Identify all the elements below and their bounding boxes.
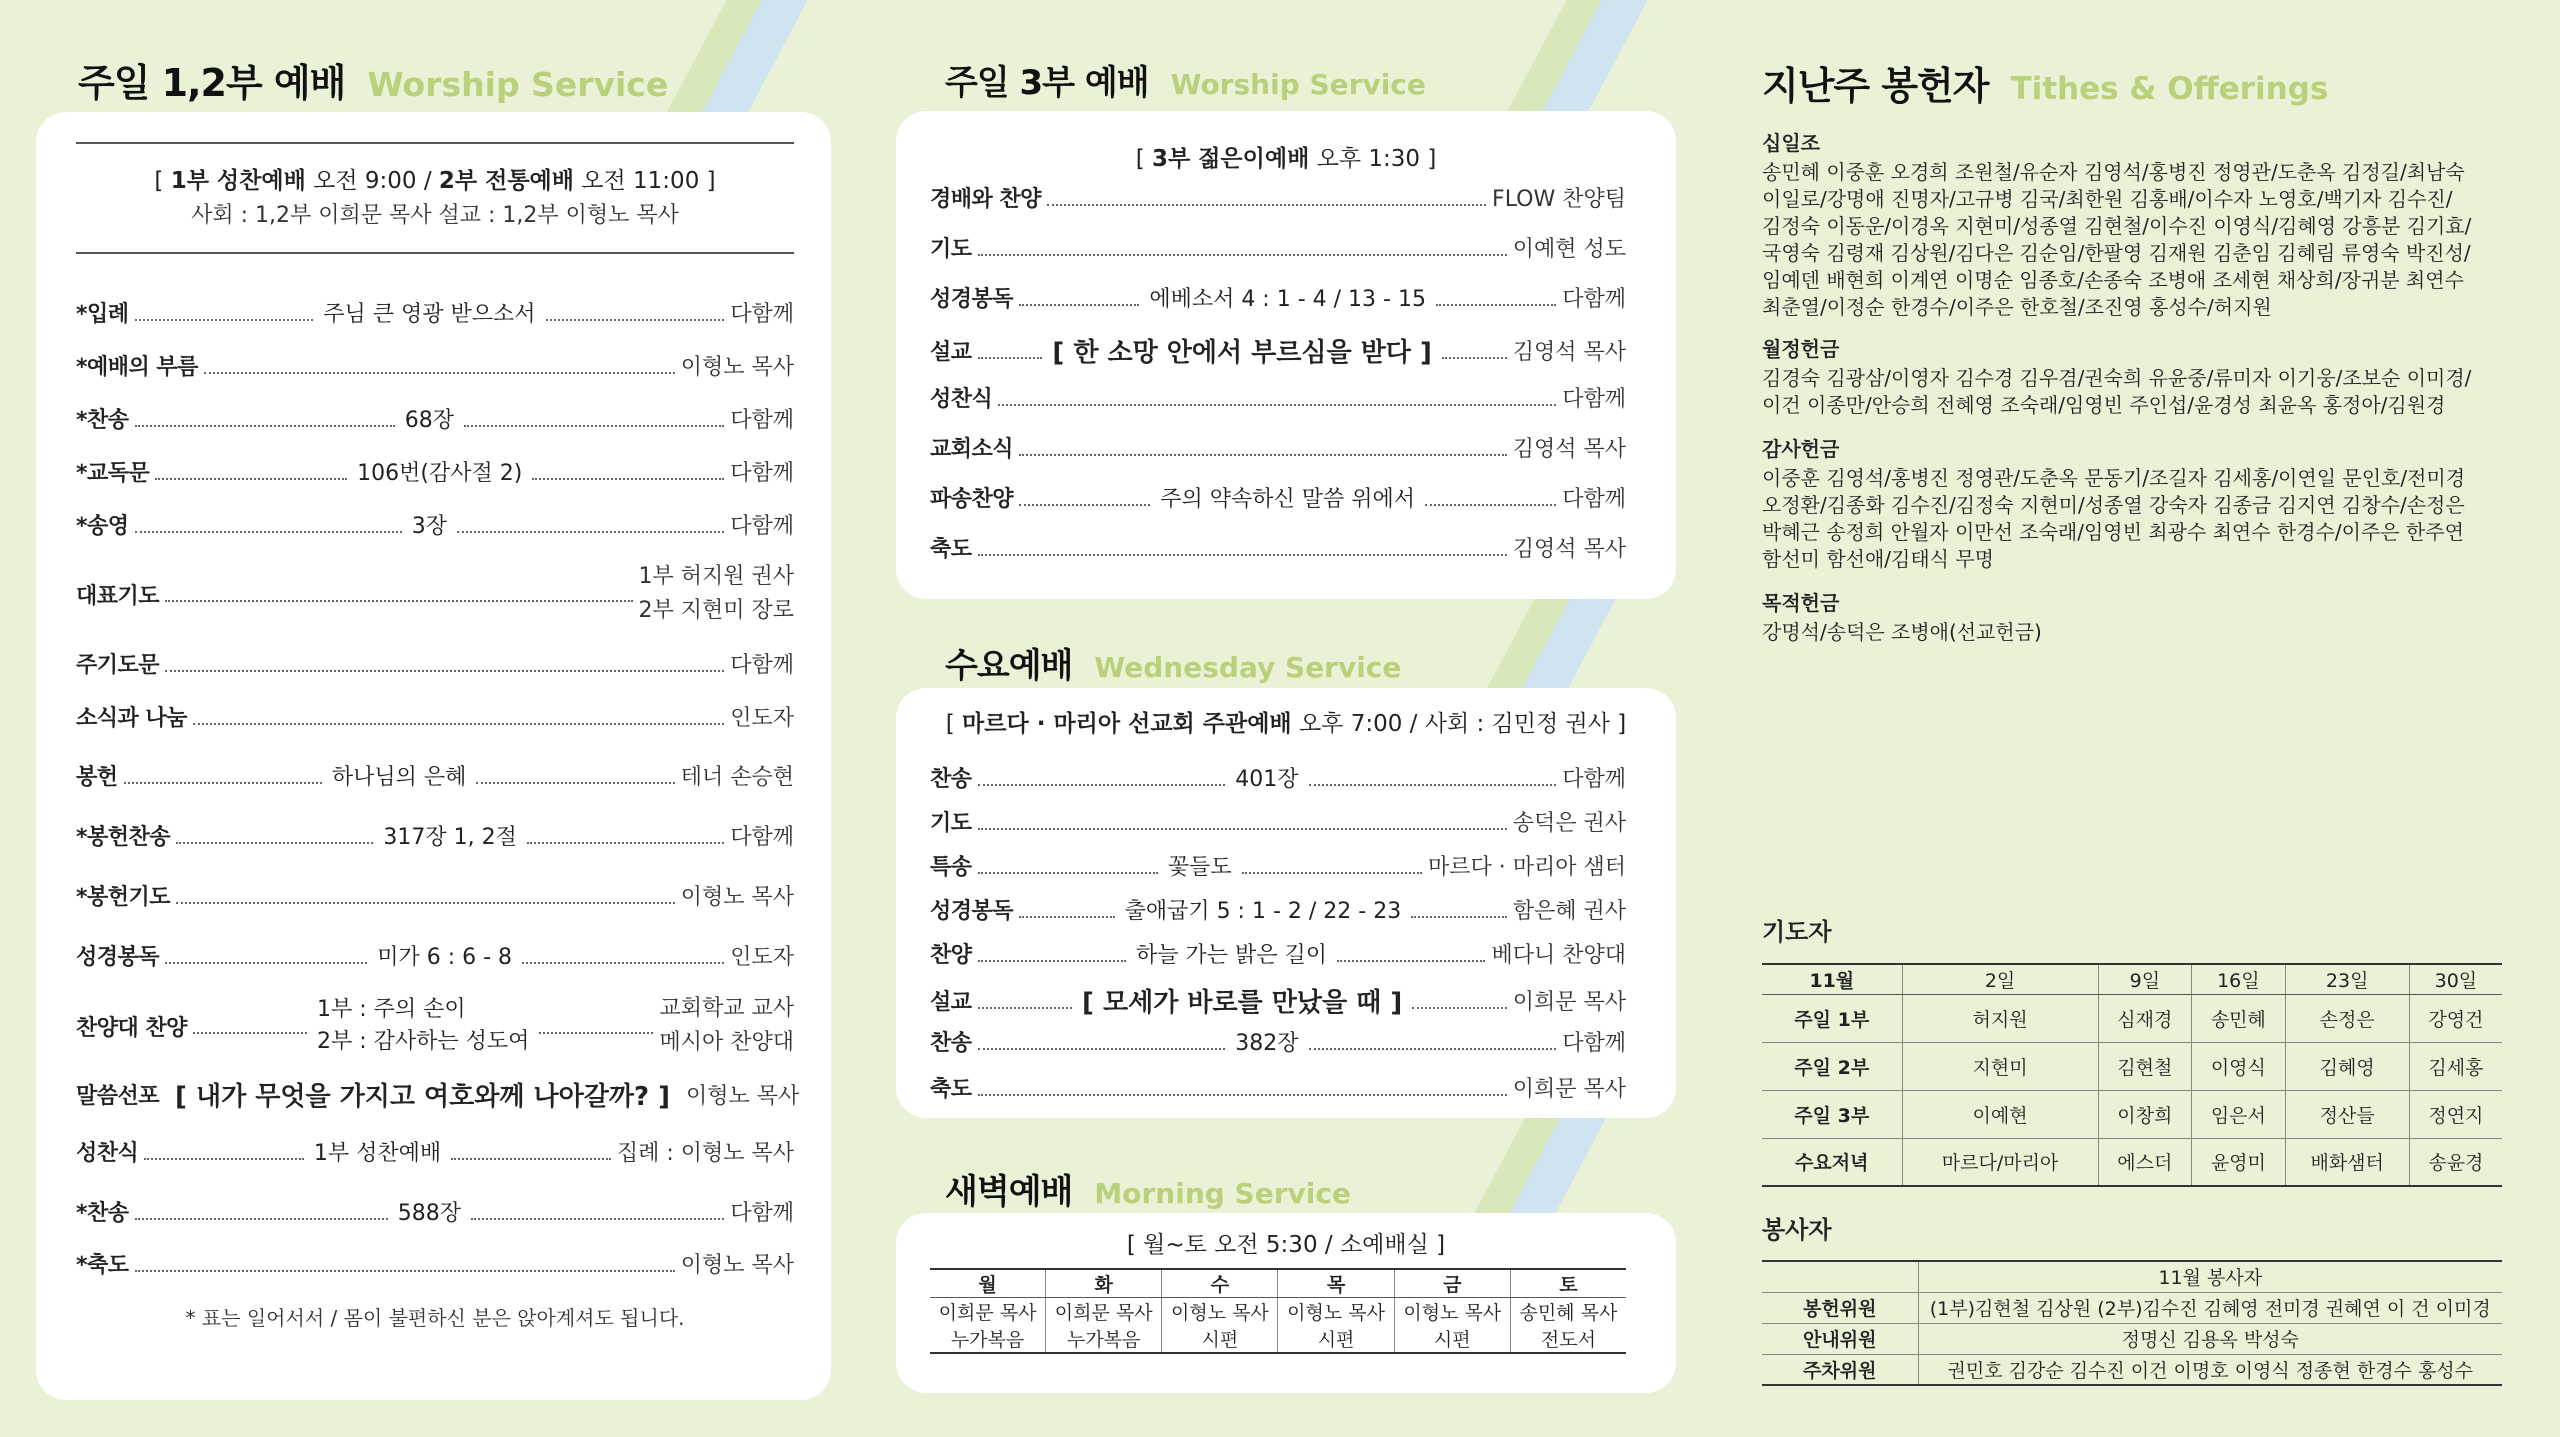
order-person: 이희문 목사 bbox=[1512, 990, 1626, 1015]
name-cell: 윤영미 bbox=[2192, 1138, 2286, 1186]
order-content: 꽃들도 bbox=[1167, 855, 1232, 880]
name-cell: 이영식 bbox=[2192, 1042, 2286, 1090]
title-ko: 수요예배 bbox=[945, 646, 1073, 686]
order-row bbox=[76, 701, 794, 732]
offering-group-tithe bbox=[1762, 130, 2471, 321]
title-ko: 새벽예배 bbox=[945, 1172, 1073, 1212]
order-content: 하나님의 은혜 bbox=[331, 765, 467, 790]
wednesday-title bbox=[945, 638, 1401, 687]
dot-leader bbox=[135, 425, 395, 427]
order-label: *봉헌기도 bbox=[76, 885, 171, 910]
order-person: 이희문 목사 bbox=[1512, 1077, 1626, 1102]
order-person: 다함께 bbox=[1562, 287, 1627, 312]
order-row bbox=[76, 350, 794, 381]
divider bbox=[76, 142, 794, 144]
order-label: 경배와 찬양 bbox=[930, 187, 1041, 212]
group-line: 이건 이종만/안승희 전혜영 조숙래/임영빈 주인섭/윤경성 최윤옥 홍정아/김원경 bbox=[1762, 393, 2446, 417]
order-label: 기도 bbox=[930, 811, 972, 836]
order-row bbox=[76, 1196, 794, 1227]
table-row bbox=[1762, 1292, 2502, 1323]
dot-leader bbox=[176, 842, 373, 844]
dot-leader bbox=[1019, 916, 1115, 918]
order-person: 이형노 목사 bbox=[686, 1084, 800, 1109]
dot-leader bbox=[1337, 960, 1485, 962]
order-row bbox=[930, 332, 1626, 369]
order-row bbox=[76, 940, 794, 971]
sunday12-header: [ 1부 성찬예배 오전 9:00 / 2부 전통예배 오전 11:00 ] bbox=[154, 168, 716, 194]
dot-leader bbox=[527, 842, 724, 844]
leader-cell: 송민혜 목사 bbox=[1510, 1298, 1626, 1326]
order-row bbox=[930, 382, 1626, 413]
order-label: 축도 bbox=[930, 1077, 972, 1102]
name-cell: 마르다/마리아 bbox=[1902, 1138, 2098, 1186]
leader-cell: 이희문 목사 bbox=[938, 1302, 1037, 1324]
wednesday-header: [ 마르다 · 마리아 선교회 주관예배 오후 7:00 / 사회 : 김민정 권사 ] bbox=[945, 711, 1627, 737]
dot-leader bbox=[144, 1158, 304, 1160]
order-person: 김영석 목사 bbox=[1512, 537, 1626, 562]
title-en: Worship Service bbox=[367, 65, 669, 104]
dot-leader bbox=[135, 1270, 675, 1272]
month-header: 11월 bbox=[1762, 964, 1902, 994]
order-person: 다함께 bbox=[730, 1201, 794, 1226]
order-label: 찬양 bbox=[930, 943, 972, 968]
group-line: 최춘열/이정순 한경수/이주은 한호철/조진영 홍성수/허지원 bbox=[1762, 295, 2272, 319]
order-label: *찬송 bbox=[76, 408, 129, 433]
order-person: 다함께 bbox=[730, 302, 794, 327]
text-row bbox=[930, 1325, 1626, 1353]
order-label: 주기도문 bbox=[76, 653, 160, 678]
order-person: 집례 : 이형노 목사 bbox=[616, 1141, 794, 1166]
order-row bbox=[930, 806, 1626, 837]
leader-cell: 이희문 목사 bbox=[1046, 1298, 1162, 1326]
dot-leader bbox=[464, 425, 724, 427]
date-header: 23일 bbox=[2285, 964, 2409, 994]
date-header: 9일 bbox=[2098, 964, 2192, 994]
dot-leader bbox=[1019, 504, 1150, 506]
order-content: [ 모세가 바로를 만났을 때 ] bbox=[1082, 988, 1403, 1018]
order-label: 설교 bbox=[930, 340, 972, 365]
dot-leader bbox=[532, 478, 724, 480]
dot-leader bbox=[193, 723, 724, 725]
order-content: 3장 bbox=[411, 514, 447, 539]
text-cell: 시편 bbox=[1278, 1325, 1394, 1353]
dot-leader bbox=[165, 600, 632, 602]
order-row bbox=[76, 648, 794, 679]
name-cell: 정연지 bbox=[2409, 1090, 2502, 1138]
order-row bbox=[76, 456, 794, 487]
order-row bbox=[930, 282, 1626, 313]
order-person: 마르다 · 마리아 샘터 bbox=[1428, 855, 1626, 880]
dot-leader bbox=[978, 784, 1226, 786]
offering-group-monthly bbox=[1762, 336, 2471, 419]
order-row bbox=[76, 560, 794, 628]
name-cell: 강영건 bbox=[2409, 994, 2502, 1042]
order-row bbox=[930, 982, 1626, 1019]
order-content: 에베소서 4 : 1 - 4 / 13 - 15 bbox=[1149, 287, 1426, 312]
order-content: 68장 bbox=[404, 408, 454, 433]
order-content: 1부 성찬예배 bbox=[313, 1141, 442, 1166]
order-person: 다함께 bbox=[730, 514, 794, 539]
order-row bbox=[76, 297, 794, 328]
order-content: 317장 1, 2절 bbox=[383, 825, 517, 850]
role-cell: 주차위원 bbox=[1803, 1359, 1877, 1382]
title-en: Wednesday Service bbox=[1094, 651, 1402, 684]
order-row bbox=[930, 532, 1626, 563]
dot-leader bbox=[978, 872, 1158, 874]
order-person: FLOW 찬양팀 bbox=[1492, 187, 1626, 212]
order-label: 소식과 나눔 bbox=[76, 706, 187, 731]
order-content: 미가 6 : 6 - 8 bbox=[377, 945, 513, 970]
day-header: 수 bbox=[1162, 1269, 1278, 1298]
order-label: *찬송 bbox=[76, 1201, 129, 1226]
order-label: 축도 bbox=[930, 537, 972, 562]
name-cell: 이창희 bbox=[2098, 1090, 2192, 1138]
order-person: 다함께 bbox=[1562, 487, 1627, 512]
sunday3-title bbox=[945, 55, 1426, 104]
dot-leader bbox=[204, 372, 675, 374]
order-content: 106번(감사절 2) bbox=[357, 461, 523, 486]
order-content: 588장 bbox=[397, 1201, 461, 1226]
dot-leader bbox=[978, 1048, 1226, 1050]
dot-leader bbox=[546, 319, 725, 321]
order-person: 다함께 bbox=[730, 461, 794, 486]
names-cell: 정명신 김용옥 박성숙 bbox=[1918, 1323, 2502, 1354]
order-row bbox=[930, 482, 1626, 513]
order-content: 382장 bbox=[1235, 1031, 1299, 1056]
dot-leader bbox=[522, 962, 724, 964]
order-person bbox=[659, 992, 794, 1060]
role-cell: 안내위원 bbox=[1803, 1329, 1877, 1351]
order-row bbox=[930, 1026, 1626, 1057]
group-line: 함선미 함선애/김태식 무명 bbox=[1762, 547, 1994, 571]
offering-group-thanks bbox=[1762, 436, 2465, 573]
date-header: 2일 bbox=[1902, 964, 2098, 994]
dot-leader bbox=[1019, 304, 1139, 306]
dot-leader bbox=[978, 554, 1507, 556]
name-cell: 김현철 bbox=[2098, 1042, 2192, 1090]
dot-leader bbox=[1047, 204, 1486, 206]
title-ko: 지난주 봉헌자 bbox=[1762, 64, 1989, 108]
title-en: Morning Service bbox=[1094, 1177, 1351, 1210]
title-ko: 주일 3부 예배 bbox=[945, 63, 1149, 103]
order-row bbox=[76, 1076, 800, 1113]
order-label: 설교 bbox=[930, 990, 972, 1015]
role-cell bbox=[1762, 1261, 1918, 1292]
order-row bbox=[930, 182, 1626, 213]
name-cell: 김혜영 bbox=[2285, 1042, 2409, 1090]
dot-leader bbox=[978, 254, 1507, 256]
text-cell: 시편 bbox=[1394, 1325, 1510, 1353]
order-person: 김영석 목사 bbox=[1512, 437, 1626, 462]
group-line: 이중훈 김영석/홍병진 정영관/도춘옥 문동기/조길자 김세홍/이연일 문인호/전미경 bbox=[1762, 466, 2466, 490]
order-person: 인도자 bbox=[730, 706, 794, 731]
group-line: 박혜근 송정희 안월자 이만선 조숙래/임영빈 최광수 최연수 한경수/이주은 한주연 bbox=[1762, 520, 2464, 544]
dot-leader bbox=[978, 960, 1126, 962]
service-cell: 수요저녁 bbox=[1795, 1152, 1869, 1175]
sunday3-header: [ 3부 젊은이예배 오후 1:30 ] bbox=[1135, 146, 1437, 172]
name-cell: 임은서 bbox=[2192, 1090, 2286, 1138]
title-en: Tithes & Offerings bbox=[2010, 71, 2329, 107]
dawn-header: [ 월~토 오전 5:30 / 소예배실 ] bbox=[1126, 1232, 1446, 1258]
dot-leader bbox=[998, 404, 1556, 406]
order-row bbox=[930, 894, 1626, 925]
sunday12-leaders: 사회 : 1,2부 이희문 목사 설교 : 1,2부 이형노 목사 bbox=[191, 203, 679, 228]
order-label: 찬송 bbox=[930, 1031, 972, 1056]
order-content: [ 한 소망 안에서 부르심을 받다 ] bbox=[1052, 338, 1432, 368]
order-person: 함은혜 권사 bbox=[1512, 899, 1627, 924]
service-cell: 주일 2부 bbox=[1794, 1056, 1870, 1079]
order-person-line: 2부 지현미 장로 bbox=[638, 598, 794, 623]
order-person-line: 1부 허지원 권사 bbox=[638, 564, 794, 589]
dot-leader bbox=[135, 1218, 388, 1220]
text-cell: 시편 bbox=[1162, 1325, 1278, 1353]
day-header: 금 bbox=[1394, 1269, 1510, 1298]
service-cell: 주일 3부 bbox=[1794, 1104, 1870, 1127]
group-line: 김정숙 이동운/이경옥 지현미/성종열 김현철/이수진 이영식/김혜영 강흥분 김기효/ bbox=[1762, 214, 2472, 238]
order-label: 성찬식 bbox=[930, 387, 993, 412]
order-label: 찬양대 찬양 bbox=[76, 1015, 187, 1041]
group-name: 월정헌금 bbox=[1762, 337, 1840, 361]
service-cell: 주일 1부 bbox=[1794, 1008, 1870, 1031]
table-row bbox=[1762, 1323, 2502, 1354]
order-content-line: 1부 : 주의 손이 bbox=[317, 997, 466, 1022]
leader-row bbox=[930, 1298, 1626, 1326]
dot-leader bbox=[451, 1158, 611, 1160]
order-row bbox=[930, 938, 1626, 969]
order-row bbox=[930, 850, 1626, 881]
leader-cell: 이형노 목사 bbox=[1278, 1298, 1394, 1326]
order-row bbox=[930, 232, 1626, 263]
order-content: 출애굽기 5 : 1 - 2 / 22 - 23 bbox=[1124, 899, 1402, 924]
dot-leader bbox=[1436, 304, 1556, 306]
order-label: 성경봉독 bbox=[930, 899, 1014, 924]
order-person bbox=[639, 560, 795, 628]
table-row bbox=[1762, 1138, 2502, 1186]
order-person-line: 메시아 찬양대 bbox=[659, 1030, 794, 1055]
dot-leader bbox=[1019, 454, 1507, 456]
name-cell: 배화샘터 bbox=[2285, 1138, 2409, 1186]
dot-leader bbox=[1309, 1048, 1557, 1050]
date-header: 16일 bbox=[2192, 964, 2286, 994]
order-label: 봉헌 bbox=[76, 765, 118, 790]
order-label: *교독문 bbox=[76, 461, 150, 486]
dot-leader bbox=[1242, 872, 1422, 874]
order-row bbox=[930, 1072, 1626, 1103]
dot-leader bbox=[471, 1218, 724, 1220]
order-row bbox=[76, 1248, 794, 1279]
dot-leader bbox=[978, 1094, 1507, 1096]
order-label: 특송 bbox=[930, 855, 972, 880]
dot-leader bbox=[476, 782, 674, 784]
dot-leader bbox=[124, 782, 322, 784]
dot-leader bbox=[135, 319, 314, 321]
group-name: 감사헌금 bbox=[1762, 437, 1840, 461]
order-content: 401장 bbox=[1235, 767, 1299, 792]
group-line: 오정환/김종화 김수진/김정숙 지현미/성종열 강숙자 김종금 김지연 김창수/손정은 bbox=[1762, 493, 2465, 517]
table-row bbox=[1762, 1261, 2502, 1292]
order-row bbox=[76, 992, 794, 1060]
order-label: *봉헌찬송 bbox=[76, 825, 171, 850]
names-cell: 권민호 김강순 김수진 이건 이명호 이영식 정종현 한경수 홍성수 bbox=[1918, 1354, 2502, 1385]
name-cell: 정산들 bbox=[2285, 1090, 2409, 1138]
group-line: 국영숙 김령재 김상원/김다은 김순임/한팔영 김재원 김춘임 김혜림 류영숙 박진성/ bbox=[1762, 241, 2471, 265]
name-cell: 김세홍 bbox=[2409, 1042, 2502, 1090]
day-header: 화 bbox=[1046, 1269, 1162, 1298]
dot-leader bbox=[1425, 504, 1556, 506]
order-person: 다함께 bbox=[730, 825, 795, 850]
order-row bbox=[76, 880, 794, 911]
order-person: 다함께 bbox=[1562, 767, 1626, 792]
order-person: 송덕은 권사 bbox=[1512, 811, 1626, 836]
name-cell: 지현미 bbox=[1902, 1042, 2098, 1090]
volunteers-header: 11월 봉사자 bbox=[1918, 1261, 2502, 1292]
dawn-table bbox=[930, 1268, 1626, 1354]
order-content: 주의 약속하신 말씀 위에서 bbox=[1160, 487, 1416, 512]
order-person: 다함께 bbox=[1562, 387, 1626, 412]
order-label: 기도 bbox=[930, 237, 972, 262]
day-header: 월 bbox=[930, 1269, 1046, 1298]
dawn-title bbox=[945, 1164, 1351, 1213]
order-content-line: 2부 : 감사하는 성도여 bbox=[317, 1029, 530, 1054]
order-content: 주님 큰 영광 받으소서 bbox=[323, 302, 536, 327]
order-label: *입례 bbox=[76, 302, 129, 327]
group-name: 십일조 bbox=[1762, 131, 1820, 155]
order-person: 이형노 목사 bbox=[680, 355, 794, 380]
order-row bbox=[930, 432, 1626, 463]
group-line: 강명석/송덕은 조병애(선교헌금) bbox=[1762, 620, 2042, 644]
group-line: 이일로/강명애 진명자/고규병 김국/최한원 김홍배/이수자 노영호/백기자 김수진/ bbox=[1762, 187, 2453, 211]
order-label: 성경봉독 bbox=[930, 287, 1014, 312]
dot-leader bbox=[1412, 1007, 1507, 1009]
order-label: 성경봉독 bbox=[76, 945, 160, 970]
dot-leader bbox=[135, 531, 402, 533]
name-cell: 송윤경 bbox=[2409, 1138, 2502, 1186]
table-row bbox=[1762, 1354, 2502, 1385]
order-person: 인도자 bbox=[730, 945, 794, 970]
order-person: 김영석 목사 bbox=[1512, 340, 1626, 365]
order-row bbox=[76, 820, 794, 851]
order-label: *송영 bbox=[76, 514, 129, 539]
text-cell: 전도서 bbox=[1510, 1325, 1626, 1353]
divider bbox=[76, 252, 794, 254]
table-row bbox=[1762, 1090, 2502, 1138]
dot-leader bbox=[978, 828, 1507, 830]
order-label: *축도 bbox=[76, 1253, 129, 1278]
order-row bbox=[76, 1136, 794, 1167]
order-person: 테너 손승현 bbox=[680, 765, 795, 790]
title-en: Worship Service bbox=[1170, 68, 1426, 101]
day-header: 목 bbox=[1278, 1269, 1394, 1298]
group-line: 임예덴 배현희 이계연 이명순 임종호/손종숙 조병애 조세현 채상희/장귀분 최연수 bbox=[1762, 268, 2464, 292]
name-cell: 심재경 bbox=[2098, 994, 2192, 1042]
offering-group-purpose bbox=[1762, 590, 2042, 646]
order-person: 이예현 성도 bbox=[1512, 237, 1626, 262]
dot-leader bbox=[1411, 916, 1507, 918]
dot-leader bbox=[978, 1007, 1073, 1009]
text-cell: 누가복음 bbox=[1046, 1325, 1162, 1353]
dot-leader bbox=[1442, 357, 1507, 359]
dot-leader bbox=[539, 1032, 653, 1034]
order-label: *예배의 부름 bbox=[76, 355, 198, 380]
name-cell: 에스더 bbox=[2098, 1138, 2192, 1186]
group-line: 김경숙 김광삼/이영자 김수경 김우겸/권숙희 유윤중/류미자 이기웅/조보순 이미경/ bbox=[1762, 366, 2472, 390]
names-cell: (1부)김현철 김상원 (2부)김수진 김혜영 전미경 권혜연 이 건 이미경 bbox=[1918, 1292, 2502, 1323]
order-label: 대표기도 bbox=[76, 583, 160, 609]
name-cell: 이예현 bbox=[1902, 1090, 2098, 1138]
order-person: 이형노 목사 bbox=[680, 885, 794, 910]
leader-cell: 이형노 목사 bbox=[1162, 1298, 1278, 1326]
dot-leader bbox=[176, 902, 675, 904]
leader-cell: 이형노 목사 bbox=[1394, 1298, 1510, 1326]
order-person: 다함께 bbox=[730, 408, 794, 433]
order-label: 성찬식 bbox=[76, 1141, 139, 1166]
order-row bbox=[76, 403, 794, 434]
order-label: 찬송 bbox=[930, 767, 972, 792]
order-person: 다함께 bbox=[1562, 1031, 1626, 1056]
order-person: 베다니 찬양대 bbox=[1491, 943, 1626, 968]
name-cell: 송민혜 bbox=[2192, 994, 2286, 1042]
order-person: 이형노 목사 bbox=[680, 1253, 794, 1278]
dot-leader bbox=[165, 670, 724, 672]
sunday12-title bbox=[78, 52, 668, 107]
order-row bbox=[930, 762, 1626, 793]
role-cell: 봉헌위원 bbox=[1803, 1298, 1877, 1320]
dot-leader bbox=[193, 1032, 307, 1034]
order-person-line: 교회학교 교사 bbox=[659, 996, 794, 1021]
order-content: [ 내가 무엇을 가지고 여호와께 나아갈까? ] bbox=[175, 1082, 671, 1112]
order-person: 다함께 bbox=[730, 653, 794, 678]
sunday12-footnote: * 표는 일어서서 / 몸이 불편하신 분은 앉아계셔도 됩니다. bbox=[185, 1306, 685, 1330]
name-cell: 손정은 bbox=[2285, 994, 2409, 1042]
volunteers-table bbox=[1762, 1260, 2502, 1386]
order-content bbox=[313, 994, 533, 1058]
order-content: 하늘 가는 밝은 길이 bbox=[1136, 943, 1327, 968]
order-label: 말씀선포 bbox=[76, 1084, 160, 1109]
order-row bbox=[76, 760, 794, 791]
day-header: 토 bbox=[1510, 1269, 1626, 1298]
order-label: 교회소식 bbox=[930, 437, 1014, 462]
prayers-title: 기도자 bbox=[1762, 918, 1832, 946]
group-name: 목적헌금 bbox=[1762, 591, 1840, 615]
prayers-table bbox=[1762, 963, 2502, 1187]
dot-leader bbox=[165, 962, 367, 964]
table-row bbox=[1762, 1042, 2502, 1090]
dot-leader bbox=[457, 531, 724, 533]
order-label: 파송찬양 bbox=[930, 487, 1014, 512]
dot-leader bbox=[978, 357, 1043, 359]
offerings-title bbox=[1762, 55, 2328, 110]
volunteers-title: 봉사자 bbox=[1762, 1216, 1832, 1244]
title-ko: 주일 1,2부 예배 bbox=[78, 61, 346, 105]
order-row bbox=[76, 509, 794, 540]
table-row bbox=[1762, 994, 2502, 1042]
date-header: 30일 bbox=[2409, 964, 2502, 994]
dot-leader bbox=[155, 478, 347, 480]
group-line: 송민혜 이중훈 오경희 조원철/유순자 김영석/홍병진 정영관/도춘옥 김정길/최남숙 bbox=[1762, 160, 2465, 184]
name-cell: 허지원 bbox=[1902, 994, 2098, 1042]
text-cell: 누가복음 bbox=[930, 1325, 1046, 1353]
dot-leader bbox=[1309, 784, 1557, 786]
